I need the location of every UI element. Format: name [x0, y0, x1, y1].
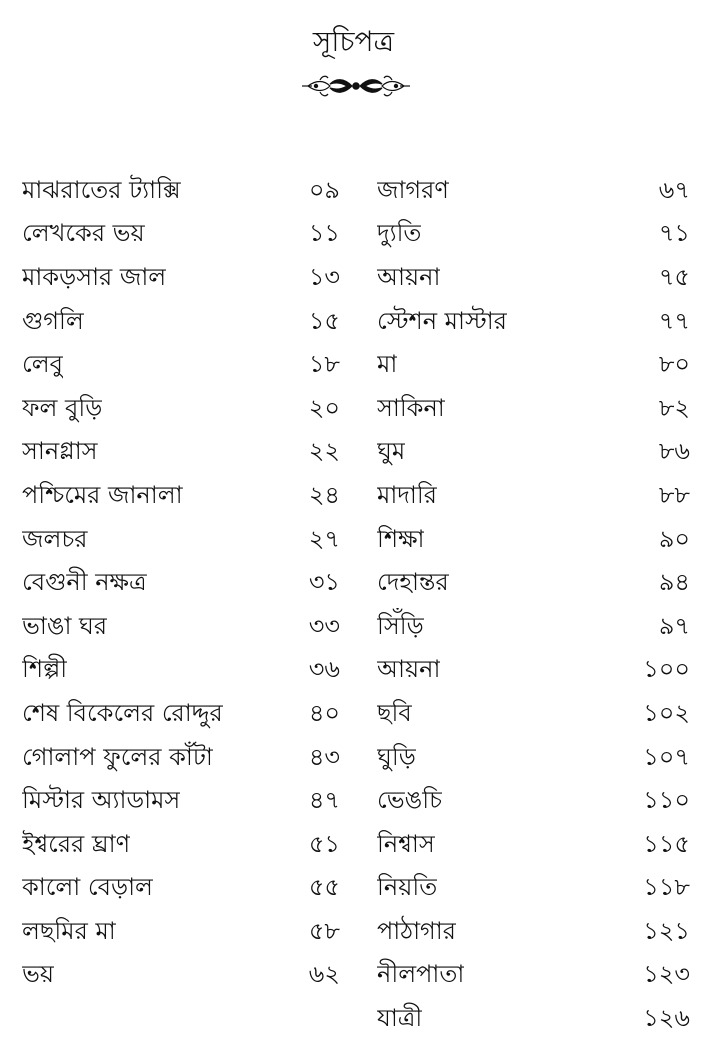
entry-page-number: ৫১ [308, 829, 340, 858]
entry-title: ফল বুড়ি [22, 393, 103, 422]
entry-title: স্টেশন মাস্টার [377, 306, 507, 335]
entry-title: শিল্পী [22, 655, 68, 684]
entry-page-number: ১১০ [643, 786, 690, 815]
entry-title: মাকড়সার জাল [22, 262, 167, 291]
entry-page-number: ৭৭ [658, 306, 690, 335]
entry-title: বেগুনী নক্ষত্র [22, 568, 147, 597]
contents-entry [377, 606, 690, 650]
entry-title: শেষ বিকেলের রোদ্দুর [22, 698, 223, 727]
entry-page-number: ৯০ [658, 524, 690, 553]
contents-entry [22, 955, 340, 999]
entry-page-number: ১১৫ [643, 829, 690, 858]
entry-page-number: ১২৬ [643, 1004, 690, 1033]
entry-page-number: ৫৮ [308, 916, 340, 945]
contents-entry [377, 911, 690, 955]
contents-entry [377, 388, 690, 432]
contents-entry [377, 344, 690, 388]
contents-entry [22, 606, 340, 650]
contents-entry [22, 562, 340, 606]
entry-page-number: ১৩ [308, 262, 340, 291]
entry-page-number: ৮২ [658, 393, 690, 422]
contents-entry [377, 693, 690, 737]
contents-entry [22, 693, 340, 737]
entry-title: জলচর [22, 524, 88, 553]
entry-page-number: ১০২ [643, 698, 690, 727]
entry-title: নিয়তি [377, 873, 438, 902]
entry-title: নিশ্বাস [377, 829, 435, 858]
entry-title: ভেঙচি [377, 786, 443, 815]
contents-list-right [377, 170, 690, 1042]
contents-entry [22, 650, 340, 694]
floral-divider-icon [300, 70, 412, 102]
entry-title: ভাঙা ঘর [22, 611, 108, 640]
contents-entry [377, 519, 690, 563]
entry-title: ইশ্বরের ঘ্রাণ [22, 829, 131, 858]
entry-title: আয়না [377, 655, 441, 684]
entry-page-number: ২০ [308, 393, 340, 422]
entry-page-number: ৬২ [308, 960, 340, 989]
entry-title: গোলাপ ফুলের কাঁটা [22, 742, 213, 771]
contents-entry [22, 911, 340, 955]
entry-page-number: ১০৭ [643, 742, 690, 771]
entry-page-number: ৩৬ [308, 655, 340, 684]
entry-title: নীলপাতা [377, 960, 465, 989]
contents-entry [377, 301, 690, 345]
entry-title: আয়না [377, 262, 441, 291]
contents-entry [377, 737, 690, 781]
entry-page-number: ৮০ [658, 350, 690, 379]
contents-entry [377, 432, 690, 476]
entry-title: লেবু [22, 350, 63, 379]
entry-page-number: ৪০ [308, 698, 340, 727]
contents-entry [22, 344, 340, 388]
entry-page-number: ৪৭ [308, 786, 340, 815]
entry-title: মিস্টার অ্যাডামস [22, 786, 181, 815]
entry-title: লছমির মা [22, 916, 116, 945]
contents-entry [22, 780, 340, 824]
entry-title: ঘুড়ি [377, 742, 416, 771]
entry-title: সিঁড়ি [377, 611, 424, 640]
contents-entry [377, 780, 690, 824]
entry-title: লেখকের ভয় [22, 219, 145, 248]
contents-entry [377, 868, 690, 912]
contents-entry [377, 955, 690, 999]
contents-entry [22, 214, 340, 258]
entry-page-number: ৫৫ [308, 873, 340, 902]
entry-page-number: ২৪ [308, 480, 340, 509]
entry-title: জাগরণ [377, 175, 449, 204]
entry-page-number: ১২১ [643, 916, 690, 945]
contents-entry [22, 432, 340, 476]
entry-title: মাঝরাতের ট্যাক্সি [22, 175, 181, 204]
contents-entry [22, 519, 340, 563]
contents-entry [377, 998, 690, 1042]
entry-page-number: ১৮ [308, 350, 340, 379]
contents-entry [22, 868, 340, 912]
entry-page-number: ২৭ [308, 524, 340, 553]
page-title: সূচিপত্র [312, 25, 395, 58]
entry-title: যাত্রী [377, 1004, 423, 1033]
entry-page-number: ৩১ [308, 568, 340, 597]
entry-page-number: ২২ [308, 437, 340, 466]
contents-entry [22, 170, 340, 214]
entry-page-number: ০৯ [308, 175, 340, 204]
entry-page-number: ৮৬ [658, 437, 690, 466]
entry-title: ভয় [22, 960, 55, 989]
entry-page-number: ৭১ [658, 219, 690, 248]
entry-title: সানগ্লাস [22, 437, 98, 466]
entry-title: শিক্ষা [377, 524, 425, 553]
contents-entry [377, 257, 690, 301]
contents-entry [22, 388, 340, 432]
contents-entry [22, 475, 340, 519]
entry-page-number: ১১ [308, 219, 340, 248]
contents-entry [377, 170, 690, 214]
entry-page-number: ১১৮ [643, 873, 690, 902]
contents-list-left [22, 170, 340, 998]
entry-title: কালো বেড়াল [22, 873, 153, 902]
entry-title: মাদারি [377, 480, 437, 509]
entry-title: ঘুম [377, 437, 406, 466]
entry-page-number: ৬৭ [658, 175, 690, 204]
entry-title: দ্যুতি [377, 219, 422, 248]
contents-entry [22, 737, 340, 781]
contents-entry [377, 824, 690, 868]
contents-entry [22, 257, 340, 301]
contents-entry [377, 650, 690, 694]
entry-title: গুগলি [22, 306, 84, 335]
entry-page-number: ৭৫ [658, 262, 690, 291]
entry-page-number: ১২৩ [643, 960, 690, 989]
entry-page-number: ৪৩ [308, 742, 340, 771]
entry-title: মা [377, 350, 398, 379]
entry-title: পশ্চিমের জানালা [22, 480, 183, 509]
entry-page-number: ৯৭ [658, 611, 690, 640]
entry-page-number: ৮৮ [658, 480, 690, 509]
entry-page-number: ১০০ [643, 655, 690, 684]
contents-entry [22, 824, 340, 868]
entry-title: সাকিনা [377, 393, 445, 422]
entry-title: ছবি [377, 698, 412, 727]
contents-entry [377, 214, 690, 258]
entry-title: পাঠাগার [377, 916, 456, 945]
contents-entry [22, 301, 340, 345]
entry-page-number: ৩৩ [308, 611, 340, 640]
entry-page-number: ১৫ [308, 306, 340, 335]
entry-page-number: ৯৪ [658, 568, 690, 597]
contents-entry [377, 562, 690, 606]
entry-title: দেহান্তর [377, 568, 449, 597]
contents-entry [377, 475, 690, 519]
